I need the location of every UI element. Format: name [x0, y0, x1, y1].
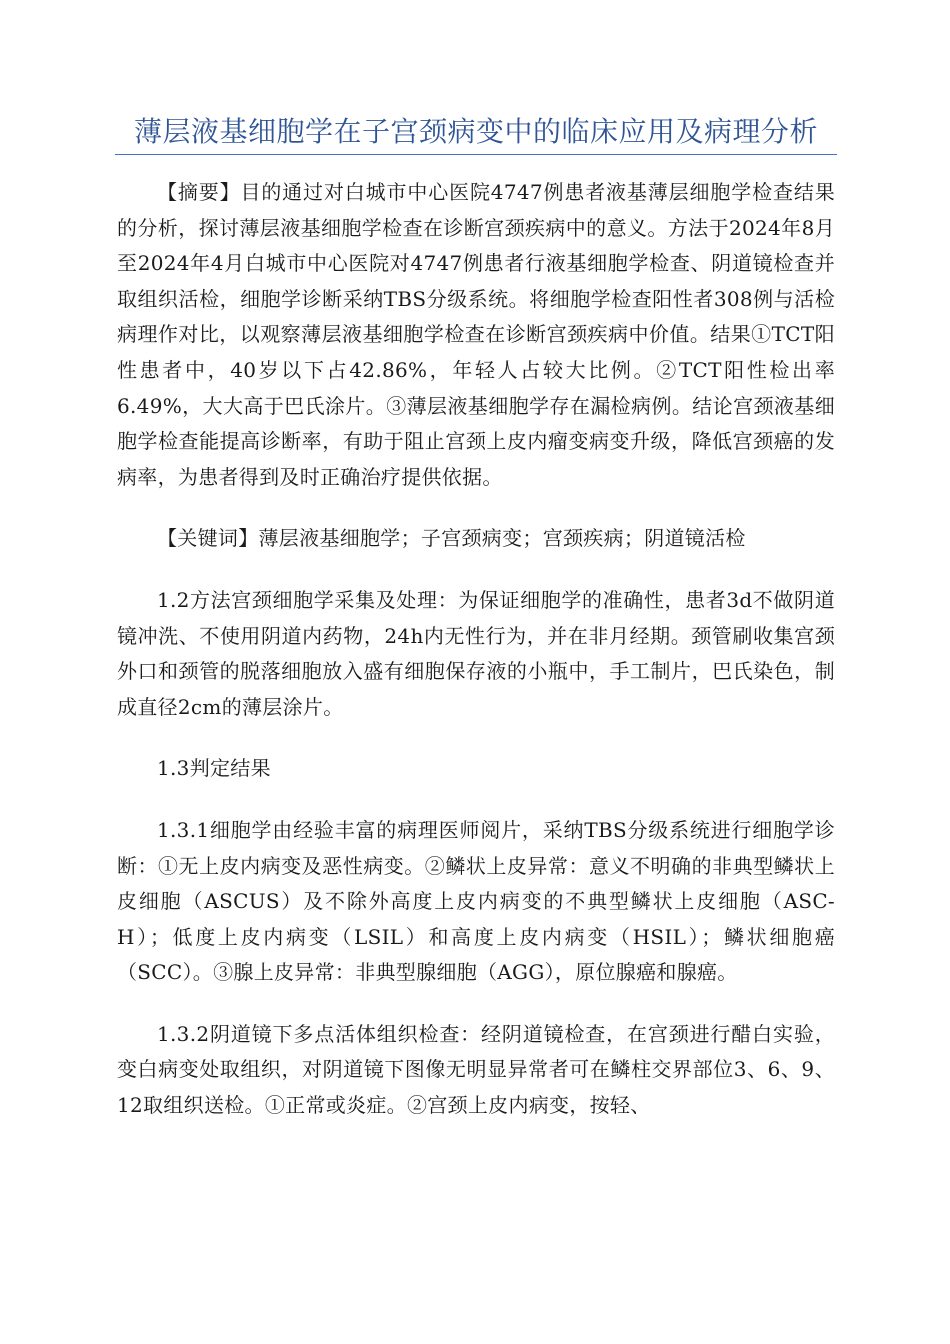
methods-paragraph: 1.2方法宫颈细胞学采集及处理：为保证细胞学的准确性，患者3d不做阴道镜冲洗、不使用阴道内药物，24h内无性行为，并在非月经期。颈管刷收集宫颈外口和颈管的脱落细胞放入盛有细胞保存液的小瓶中，手工制片，巴氏染色，制成直径2cm的薄层涂片。 — [117, 587, 835, 719]
biopsy-paragraph: 1.3.2阴道镜下多点活体组织检查：经阴道镜检查，在宫颈进行醋白实验，变白病变处取组织，对阴道镜下图像无明显异常者可在鳞柱交界部位3、6、9、12取组织送检。①正常或炎症。②宫颈上皮内病变，按轻、 — [117, 1021, 835, 1118]
document-body — [117, 175, 835, 1124]
document-title: 薄层液基细胞学在子宫颈病变中的临床应用及病理分析 — [133, 115, 818, 148]
cytology-criteria-paragraph: 1.3.1细胞学由经验丰富的病理医师阅片，采纳TBS分级系统进行细胞学诊断：①无上皮内病变及恶性病变。②鳞状上皮异常：意义不明确的非典型鳞状上皮细胞（ASCUS）及不除外高度上皮内病变的不典型鳞状上皮细胞（ASC-H）；低度上皮内病变（LSIL）和高度上皮内病变（HSIL）；鳞状细胞癌（SCC）。③腺上皮异常：非典型腺细胞（AGG），原位腺癌和腺癌。 — [117, 817, 835, 985]
abstract-paragraph: 【摘要】目的通过对白城市中心医院4747例患者液基薄层细胞学检查结果的分析，探讨薄层液基细胞学检查在诊断宫颈疾病中的意义。方法于2024年8月至2024年4月白城市中心医院对4747例患者行液基细胞学检查、阴道镜检查并取组织活检，细胞学诊断采纳TBS分级系统。将细胞学检查阳性者308例与活检病理作对比，以观察薄层液基细胞学检查在诊断宫颈疾病中价值。结果①TCT阳性患者中，40岁以下占42.86%，年轻人占较大比例。②TCT阳性检出率6.49%，大大高于巴氏涂片。③薄层液基细胞学存在漏检病例。结论宫颈液基细胞学检查能提高诊断率，有助于阻止宫颈上皮内瘤变病变升级，降低宫颈癌的发病率，为患者得到及时正确治疗提供依据。 — [117, 180, 835, 489]
keywords-paragraph: 【关键词】薄层液基细胞学；子宫颈病变；宫颈疾病；阴道镜活检 — [157, 526, 746, 551]
section-heading-results: 1.3判定结果 — [157, 756, 271, 781]
title-underline — [115, 154, 837, 155]
